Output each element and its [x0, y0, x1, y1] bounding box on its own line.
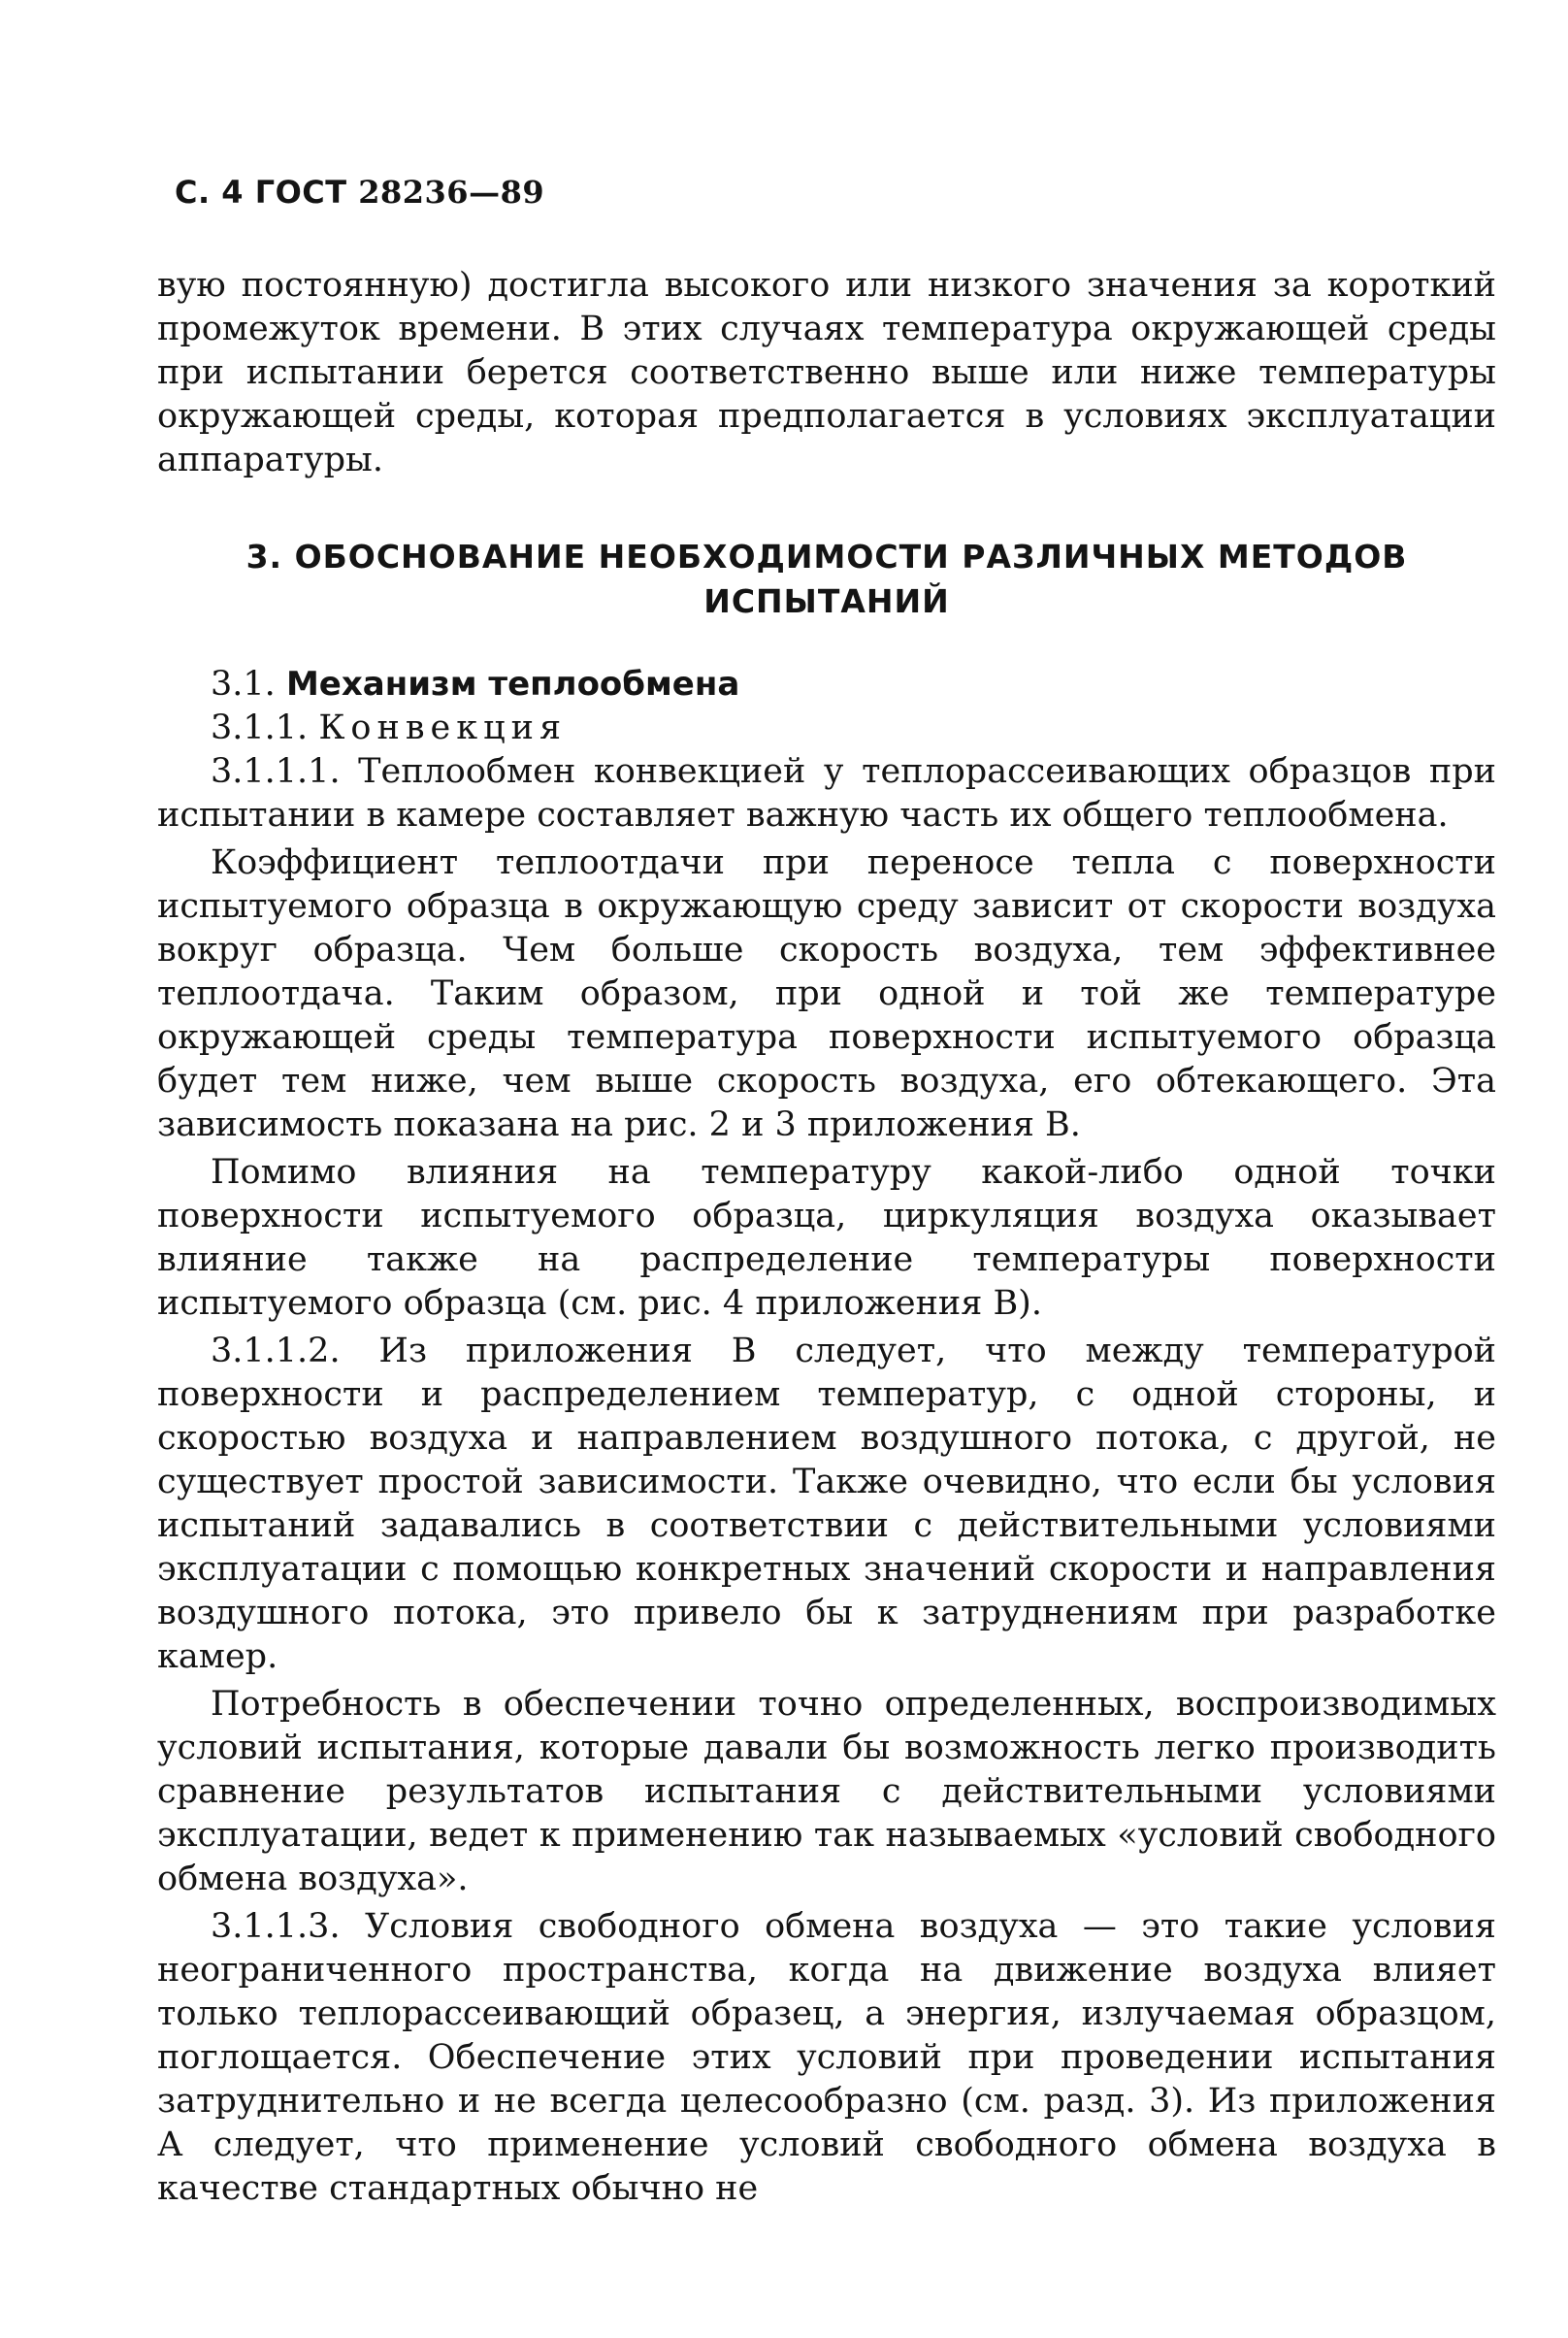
section-title: [157, 535, 1496, 624]
subsection-heading-3-1: [157, 663, 1496, 707]
paragraph-continuation: вую постоянную) достигла высокого или низкого значения за короткий промежуток времени. В этих случаях температура окружающей среды при испытании берется соответственно выше или ниже температуры окружающей среды, которая предполагается в условиях эксплуатации аппаратуры.: [157, 266, 1496, 479]
subsection-heading-3-1-1: [157, 707, 1496, 750]
page-header: [175, 171, 544, 214]
page-label: С. 4 ГОСТ: [175, 174, 347, 211]
document-body: [157, 264, 1496, 2211]
paragraph-3-1-1-1: 3.1.1.1. Теплообмен конвекцией у теплорассеивающих образцов при испытании в камере составляет важную часть их общего теплообмена.: [157, 752, 1496, 835]
subsection-number: 3.1.1.: [211, 708, 309, 747]
paragraph-need: Потребность в обеспечении точно определенных, воспроизводимых условий испытания, которые давали бы возможность легко производить сравнение результатов испытания с действительными условиями эксплуатации, ведет к применению так называемых «условий свободного обмена воздуха».: [157, 1685, 1496, 1898]
paragraph-coefficient: Коэффициент теплоотдачи при переносе тепла с поверхности испытуемого образца в окружающую среду зависит от скорости воздуха вокруг образца. Чем больше скорость воздуха, тем эффективнее теплоотдача. Таким образом, при одной и той же температуре окружающей среды температура поверхности испытуемого образца будет тем ниже, чем выше скорость воздуха, его обтекающего. Эта зависимость показана на рис. 2 и 3 приложения В.: [157, 843, 1496, 1144]
section-title-line-1: 3. ОБОСНОВАНИЕ НЕОБХОДИМОСТИ РАЗЛИЧНЫХ МЕТОДОВ: [245, 538, 1408, 576]
subsection-number: 3.1.: [211, 665, 276, 704]
paragraph-3-1-1-2: 3.1.1.2. Из приложения В следует, что между температурой поверхности и распределением температур, с одной стороны, и скоростью воздуха и направлением воздушного потока, с другой, не существует простой зависимости. Также очевидно, что если бы условия испытаний задавались в соответствии с действительными условиями эксплуатации с помощью конкретных значений скорости и направления воздушного потока, это привело бы к затруднениям при разработке камер.: [157, 1332, 1496, 1676]
paragraph-besides: Помимо влияния на температуру какой-либо одной точки поверхности испытуемого образца, циркуляция воздуха оказывает влияние также на распределение температуры поверхности испытуемого образца (см. рис. 4 приложения В).: [157, 1153, 1496, 1323]
paragraph-3-1-1-3: 3.1.1.3. Условия свободного обмена воздуха — это такие условия неограниченного пространства, когда на движение воздуха влияет только теплорассеивающий образец, а энергия, излучаемая образцом, поглощается. Обеспечение этих условий при проведении испытания затруднительно и не всегда целесообразно (см. разд. 3). Из приложения А следует, что применение условий свободного обмена воздуха в качестве стандартных обычно не: [157, 1907, 1496, 2208]
subsection-title: Механизм теплообмена: [285, 665, 740, 704]
standard-number: 28236—89: [358, 174, 545, 211]
section-title-line-2: ИСПЫТАНИЙ: [703, 582, 950, 620]
subsection-title: Конвекция: [318, 708, 568, 747]
